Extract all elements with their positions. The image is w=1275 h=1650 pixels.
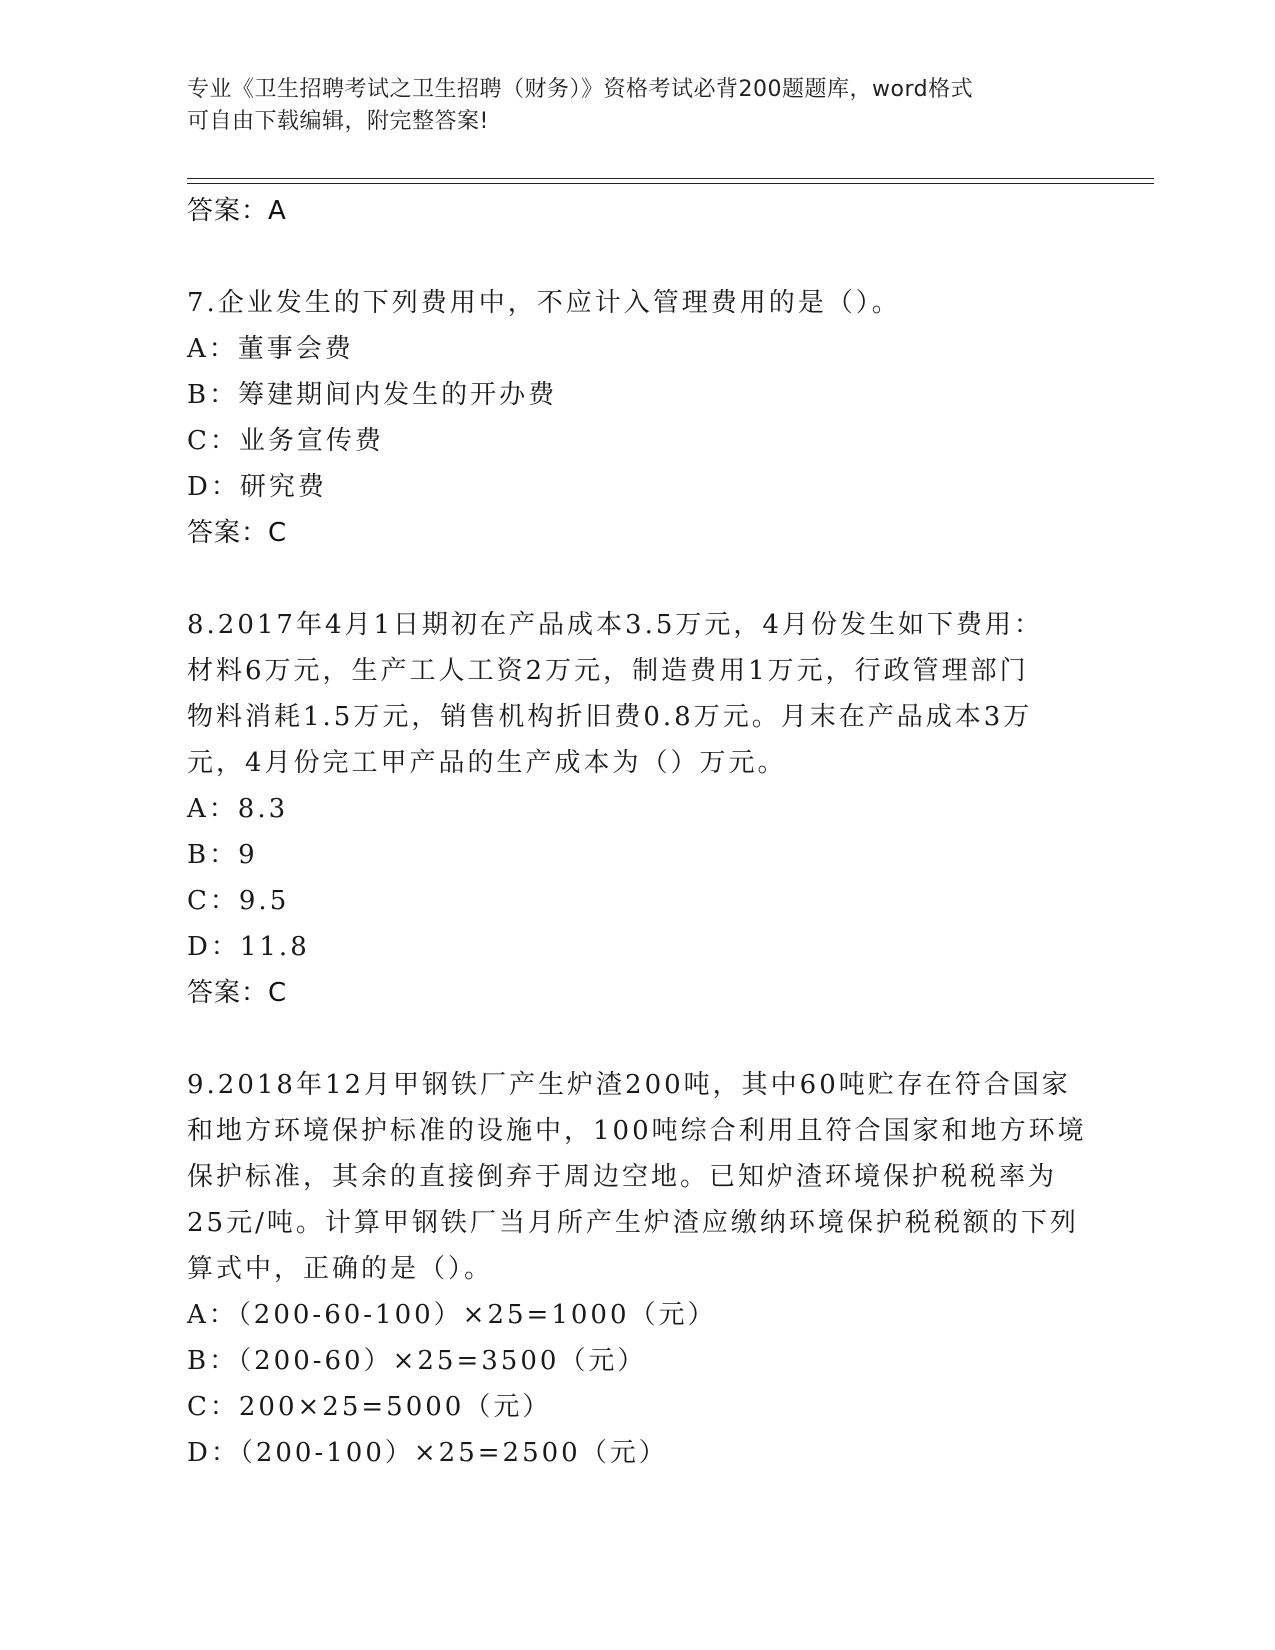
answer-line: 答案：A [187, 196, 287, 226]
answer-line: 答案：C [187, 978, 288, 1008]
question-text: 25元/吨。计算甲钢铁厂当月所产生炉渣应缴纳环境保护税税额的下列 [187, 1208, 1079, 1238]
option-a: A：董事会费 [187, 334, 354, 364]
header-line: 可自由下载编辑，附完整答案! [187, 109, 489, 134]
option-b: B：（200-60）×25=3500（元） [187, 1346, 647, 1376]
option-d: D：研究费 [187, 472, 327, 502]
option-a: A：8.3 [187, 794, 289, 824]
question-text: 保护标准，其余的直接倒弃于周边空地。已知炉渣环境保护税税率为 [187, 1162, 1058, 1192]
option-b: B：9 [187, 840, 258, 870]
question-text: 物料消耗1.5万元，销售机构折旧费0.8万元。月末在产品成本3万 [187, 702, 1033, 732]
option-b: B：筹建期间内发生的开办费 [187, 380, 558, 410]
document-header [187, 74, 1067, 138]
option-c: C：200×25=5000（元） [187, 1392, 552, 1422]
option-a: A：（200-60-100）×25=1000（元） [187, 1300, 717, 1330]
header-line: 专业《卫生招聘考试之卫生招聘（财务）》资格考试必背200题题库，word格式 [187, 77, 974, 102]
question-text: 7.企业发生的下列费用中，不应计入管理费用的是（）。 [187, 288, 901, 318]
question-block [187, 1062, 1087, 1476]
option-d: D：（200-100）×25=2500（元） [187, 1438, 668, 1468]
option-c: C：9.5 [187, 886, 290, 916]
spacer [187, 234, 1087, 280]
page-body [187, 188, 1087, 1476]
question-text: 和地方环境保护标准的设施中，100吨综合利用且符合国家和地方环境 [187, 1116, 1087, 1146]
option-c: C：业务宣传费 [187, 426, 384, 456]
question-text: 8.2017年4月1日期初在产品成本3.5万元，4月份发生如下费用： [187, 610, 1043, 640]
spacer [187, 1016, 1087, 1062]
header-rule [187, 178, 1154, 179]
question-text: 9.2018年12月甲钢铁厂产生炉渣200吨，其中60吨贮存在符合国家 [187, 1070, 1071, 1100]
option-d: D：11.8 [187, 932, 310, 962]
question-text: 材料6万元，生产工人工资2万元，制造费用1万元，行政管理部门 [187, 656, 1029, 686]
spacer [187, 556, 1087, 602]
answer-line: 答案：C [187, 518, 288, 548]
question-block [187, 602, 1087, 1016]
header-rule [187, 183, 1154, 184]
question-block [187, 280, 1087, 556]
question-text: 算式中，正确的是（）。 [187, 1254, 494, 1284]
question-text: 元，4月份完工甲产品的生产成本为（）万元。 [187, 748, 787, 778]
